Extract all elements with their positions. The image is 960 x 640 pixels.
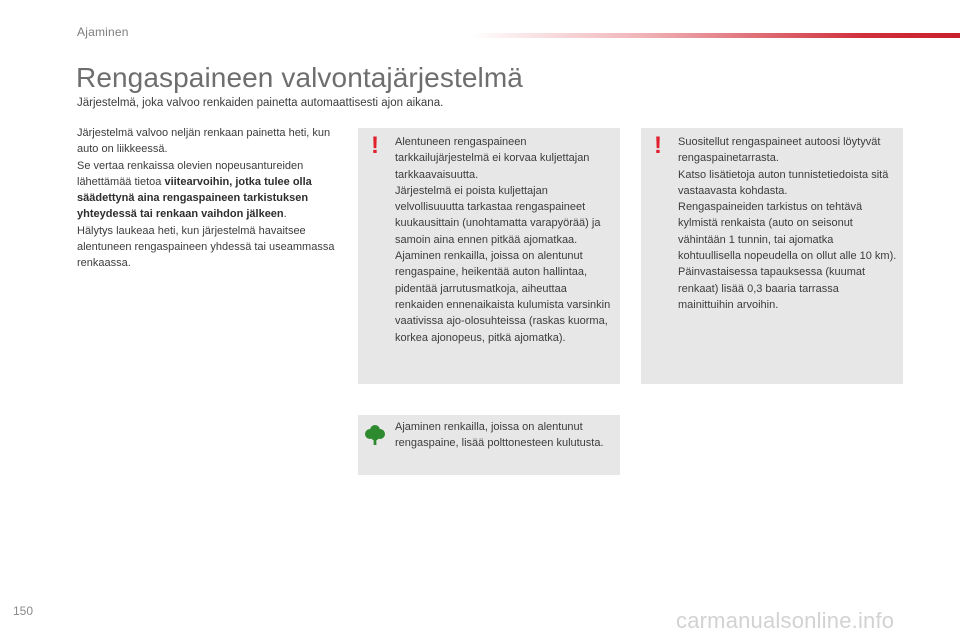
warning-1-paragraph-3: Ajaminen renkailla, joissa on alentunut rengaspaine, heikentää auton hallintaa, pidentää jarrutusmatkoja, aiheuttaa renkaiden ennenaikaista kulumista varsinkin vaativissa ajo-olosuhteissa (raskas kuorma, korkea ajonopeus, pitkä ajomatka). (395, 250, 611, 344)
page-number: 150 (13, 604, 34, 618)
exclamation-icon: ! (371, 132, 379, 159)
warning-box-1 (358, 128, 620, 384)
intro-paragraph-2 (77, 158, 339, 223)
warning-2-paragraph-1: Suositellut rengaspaineet autoosi löytyvät rengaspainetarrasta. (678, 136, 881, 165)
watermark: carmanualsonline.info (676, 608, 895, 633)
tree-icon (364, 424, 386, 446)
warning-1-paragraph-1: Alentuneen rengaspaineen tarkkailujärjestelmä ei korvaa kuljettajan tarkkaavaisuutta. (395, 136, 590, 181)
intro-text (77, 125, 339, 272)
eco-box (358, 415, 620, 475)
intro-paragraph-1: Järjestelmä valvoo neljän renkaan painetta heti, kun auto on liikkeessä. (77, 127, 331, 156)
warning-box-2 (641, 128, 903, 384)
eco-text: Ajaminen renkailla, joissa on alentunut rengaspaine, lisää polttonesteen kulutusta. (395, 421, 604, 450)
page-subtitle: Järjestelmä, joka valvoo renkaiden painetta automaattisesti ajon aikana. (77, 97, 444, 109)
warning-1-paragraph-2: Järjestelmä ei poista kuljettajan velvollisuuutta tarkastaa rengaspaineet kuukausittain (unohtamatta varapyörää) ja samoin aina ennen pitkää ajomatkaa. (395, 184, 601, 246)
exclamation-icon: ! (654, 132, 662, 159)
intro-paragraph-2-end: . (283, 208, 287, 221)
warning-2-paragraph-3: Rengaspaineiden tarkistus on tehtävä kylmistä renkaista (auto on seisonut vähintään 1 tunnin, tai ajomatka kohtuullisella nopeudella on ollut alle 10 km). (678, 201, 897, 263)
section-label: Ajaminen (77, 25, 129, 39)
warning-2-paragraph-4: Päinvastaisessa tapauksessa (kuumat renkaat) lisää 0,3 baaria tarrassa mainittuihin arvoihin. (678, 266, 866, 311)
header-accent-bar (470, 33, 960, 38)
intro-paragraph-3: Hälytys laukeaa heti, kun järjestelmä havaitsee alentuneen rengaspaineen yhdessä tai useammassa renkaassa. (77, 224, 335, 270)
page-title: Rengaspaineen valvontajärjestelmä (76, 62, 523, 93)
warning-2-paragraph-2: Katso lisätietoja auton tunnistetiedoista sitä vastaavasta kohdasta. (678, 168, 889, 197)
intro-paragraph-2-bold: viitearvoihin, jotka tulee olla säädettynä aina rengaspaineen tarkistuksen yhteydessä tai renkaan vaihdon jälkeen (77, 175, 312, 221)
intro-paragraph-2-start: Se vertaa renkaissa olevien nopeusantureiden lähettämää tietoa (77, 159, 304, 188)
